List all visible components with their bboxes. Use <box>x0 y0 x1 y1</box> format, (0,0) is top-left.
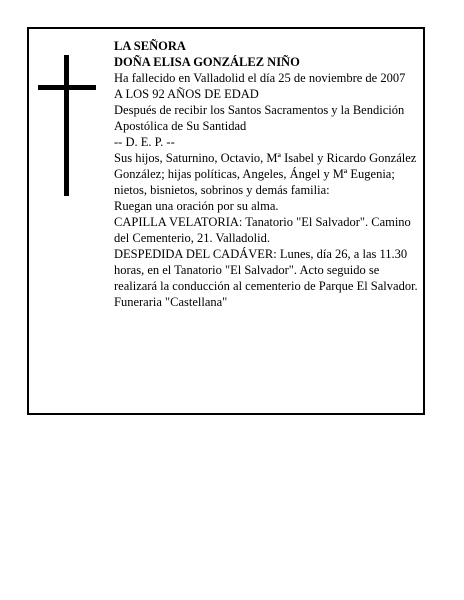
prayer-line: Ruegan una oración por su alma. <box>114 199 279 213</box>
sacraments-line: Después de recibir los Santos Sacramentos y la Bendición Apostólica de Su Santidad <box>114 103 405 133</box>
obituary-text-block <box>114 38 424 310</box>
rip-line: -- D. E. P. -- <box>114 135 175 149</box>
family-line: Sus hijos, Saturnino, Octavio, Mª Isabel y Ricardo González González; hijas políticas, Angeles, Ángel y Mª Eugenia; nietos, bisnietos, sobrinos y demás familia: <box>114 151 417 197</box>
cross-vertical-bar <box>64 55 69 196</box>
age-line: A LOS 92 AÑOS DE EDAD <box>114 87 259 101</box>
farewell-line: DESPEDIDA DEL CADÁVER: Lunes, día 26, a las 11.30 horas, en el Tanatorio "El Salvador". Acto seguido se realizará la conducción al cementerio de Parque El Salvador. <box>114 247 418 293</box>
death-announcement: Ha fallecido en Valladolid el día 25 de noviembre de 2007 <box>114 71 406 85</box>
deceased-name: DOÑA ELISA GONZÁLEZ NIÑO <box>114 55 300 69</box>
cross-horizontal-bar <box>38 85 96 90</box>
chapel-line: CAPILLA VELATORIA: Tanatorio "El Salvador". Camino del Cementerio, 21. Valladolid. <box>114 215 411 245</box>
funeral-home-line: Funeraria "Castellana" <box>114 295 228 309</box>
honorific: LA SEÑORA <box>114 39 186 53</box>
